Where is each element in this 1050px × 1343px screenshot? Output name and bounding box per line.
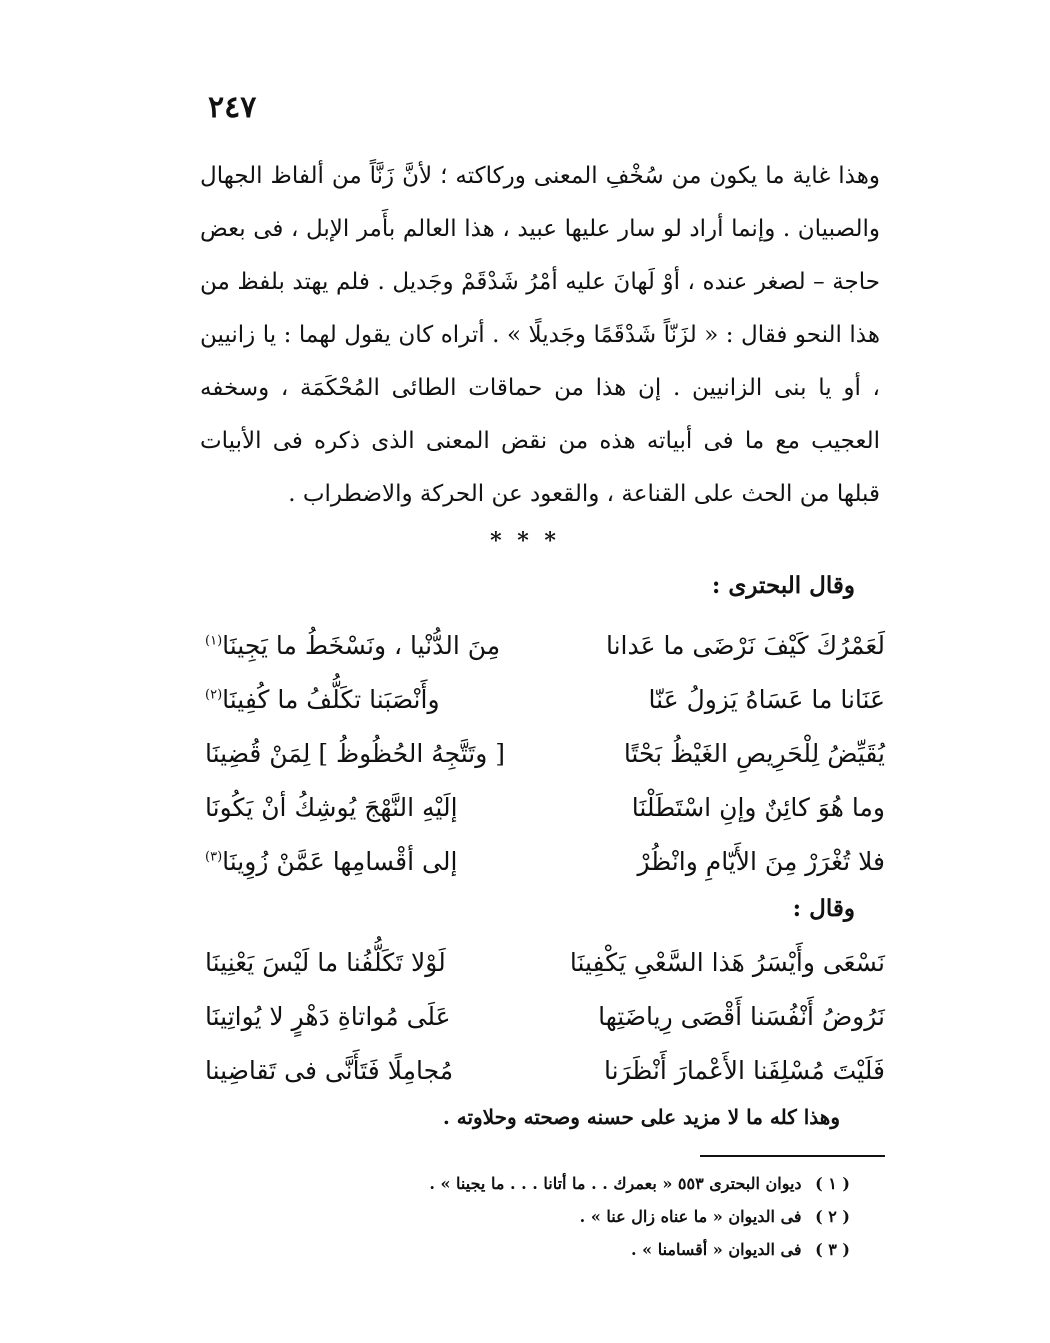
- footnote-text: فى الديوان « ما عناه زال عنا » .: [579, 1207, 802, 1226]
- verse-line: [205, 618, 885, 672]
- footnote-number: ( ٢ ): [815, 1207, 850, 1226]
- footnote-text: فى الديوان « أقسامنا » .: [630, 1240, 802, 1259]
- footnote: [350, 1200, 850, 1233]
- body-paragraph-block: [200, 150, 880, 521]
- verse-hemistich-second: [205, 685, 535, 714]
- verse-hemistich-second: لَوْلا تَكَلُّفُنا ما لَيْسَ يَعْنِينَا: [205, 947, 446, 977]
- verse-hemistich-first: فلا تُغْرَرْ مِنَ الأَيّامِ وانْظُرْ: [637, 846, 885, 876]
- poem-intro-1: وقال البحترى :: [711, 572, 855, 599]
- footnote-text: ديوان البحترى ٥٥٣ « بعمرك . . ما أتانا . . . ما يجينا » .: [429, 1174, 802, 1193]
- verse-hemistich-second: مُجامِلًا فَتَأَنَّى فى تَقاضِينا: [205, 1055, 454, 1085]
- footnote: [350, 1167, 850, 1200]
- verse-hemistich-second: [205, 631, 535, 660]
- footnote-reference: (١): [205, 633, 223, 649]
- verse-hemistich-first: نَرُوضُ أَنْفُسَنا أَقْصَى رِياضَتِها: [598, 1001, 885, 1031]
- footnote-divider: [700, 1155, 885, 1157]
- verse-line: [205, 780, 885, 834]
- footnote-reference: (٢): [205, 687, 223, 703]
- verse-hemistich-second: [205, 739, 535, 768]
- verse-text: [ وتَتَّجِهُ الحُظُوظُ ] لِمَنْ قُضِينَا: [205, 738, 506, 768]
- verse-hemistich-second: عَلَى مُواتاةِ دَهْرٍ لا يُواتِينَا: [205, 1001, 451, 1031]
- verse-text: مِنَ الدُّنْيا ، ونَسْخَطُ ما يَجِينَا: [222, 630, 501, 660]
- verse-line: [205, 834, 885, 888]
- page-number: ٢٤٧: [208, 90, 257, 125]
- poem-2: [205, 935, 885, 1097]
- footnotes: [350, 1167, 850, 1266]
- poem-1: [205, 618, 885, 888]
- footnote-number: ( ٣ ): [815, 1240, 850, 1259]
- closing-sentence: وهذا كله ما لا مزيد على حسنه وصحته وحلاوته .: [442, 1105, 840, 1129]
- verse-hemistich-second: [205, 847, 535, 876]
- footnote-reference: (٣): [205, 849, 223, 865]
- verse-line: [205, 989, 885, 1043]
- footnote-number: ( ١ ): [815, 1174, 850, 1193]
- body-paragraph: وهذا غاية ما يكون من سُخْفِ المعنى وركاكته ؛ لأنَّ زَنَّاً من ألفاظ الجهال والصبيان . وإنما أراد لو سار عليها عبيد ، هذا العالم بأَمر الإبل ، فى بعض حاجة – لصغر عنده ، أوْ لَهانَ عليه أمْرُ شَدْقَمْ وجَديل . فلم يهتد بلفظ من هذا النحو فقال : « لزَنّاً شَدْقَمًا وجَديلًا » . أتراه كان يقول لهما : يا زانيين ، أو يا بنى الزانيين . إن هذا من حماقات الطائى المُحْكَمَة ، وسخفه العجيب مع ما فى أبياته هذه من نقض المعنى الذى ذكره فى الأبيات قبلها من الحث على القناعة ، والقعود عن الحركة والاضطراب .: [200, 163, 880, 507]
- verse-line: [205, 726, 885, 780]
- verse-hemistich-first: عَنَانا ما عَسَاهُ يَزولُ عَنّا: [648, 684, 885, 714]
- verse-text: وأَنْصَبَنا تكَلُّفُ ما كُفِينَا: [222, 684, 440, 714]
- verse-line: [205, 935, 885, 989]
- verse-hemistich-first: وما هُوَ كائِنٌ وإنِ اسْتَطَلْنَا: [631, 792, 885, 822]
- verse-hemistich-first: لَعَمْرُكَ كَيْفَ نَرْضَى ما عَدانا: [605, 630, 885, 660]
- poem-intro-2: وقال :: [792, 895, 855, 922]
- verse-hemistich-first: يُقَيِّضُ لِلْحَرِيصِ الغَيْظُ بَحْتًا: [623, 738, 885, 768]
- verse-text: إلى أقْسامِها عَمَّنْ زُوِينَا: [222, 846, 458, 876]
- verse-hemistich-first: فَلَيْتَ مُسْلِفَنا الأَعْمارَ أَنْظَرَنا: [604, 1055, 885, 1085]
- verse-hemistich-first: نَسْعَى وأَيْسَرُ هَذا السَّعْىِ يَكْفِينَا: [569, 947, 885, 977]
- verse-line: [205, 1043, 885, 1097]
- verse-line: [205, 672, 885, 726]
- verse-text: إلَيْهِ النَّهْجَ يُوشِكُ أنْ يَكُونَا: [205, 792, 458, 822]
- section-separator: * * *: [490, 528, 560, 554]
- verse-hemistich-second: [205, 793, 535, 822]
- footnote: [350, 1233, 850, 1266]
